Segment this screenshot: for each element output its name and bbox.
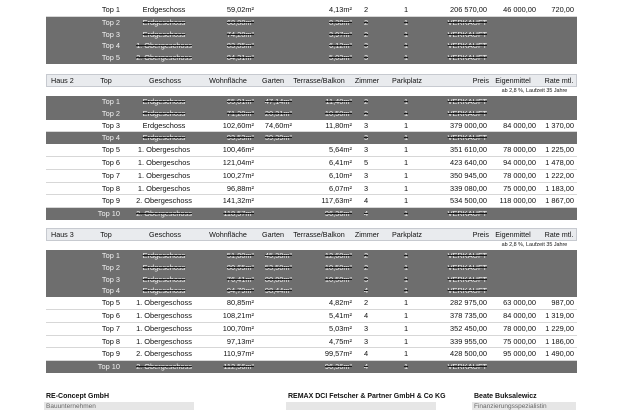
wohnflaeche-cell: 100,46m² — [222, 145, 254, 155]
available-unit-row — [46, 336, 577, 349]
zimmer-cell: 3 — [363, 133, 369, 143]
haus3-header-row — [46, 228, 577, 241]
preis-cell: 339 080,00 — [450, 183, 487, 193]
top-cell: Top 7 — [101, 323, 120, 333]
eigenmittel-cell: 63 000,00 — [503, 298, 536, 308]
header-eigenmittel: Eigenmittel — [495, 76, 531, 85]
top-cell: Top 5 — [101, 145, 120, 155]
header-terrasse: Terrasse/Balkon — [293, 230, 345, 239]
garten-cell: 45,38m² — [264, 251, 292, 260]
sold-unit-row — [46, 250, 577, 262]
rate-cell: 1 229,00 — [545, 323, 574, 333]
rate-cell: 1 370,00 — [545, 120, 574, 130]
rate-cell: 1 183,00 — [545, 183, 574, 193]
parkplatz-cell: 1 — [403, 310, 409, 320]
wohnflaeche-cell: 118,57m² — [223, 209, 254, 219]
wohnflaeche-cell: 74,28m² — [226, 29, 254, 39]
parkplatz-cell: 1 — [403, 323, 409, 333]
rate-cell: 1 478,00 — [545, 157, 574, 167]
parkplatz-cell: 1 — [403, 196, 409, 206]
garten-cell: 80,80m² — [264, 274, 292, 284]
terrasse-cell: 96,36m² — [324, 362, 352, 372]
parkplatz-cell: 1 — [403, 170, 409, 180]
available-unit-row — [46, 310, 577, 323]
geschoss-cell: Erdgeschoss — [142, 251, 186, 260]
top-cell: Top 7 — [101, 170, 120, 180]
parkplatz-cell: 1 — [403, 5, 409, 14]
geschoss-cell: 1. Obergeschoss — [136, 310, 192, 320]
eigenmittel-cell: 94 000,00 — [503, 157, 536, 167]
preis-cell: 423 640,00 — [450, 157, 487, 167]
available-unit-row — [46, 348, 577, 361]
terrasse-cell: 4,82m² — [328, 298, 352, 308]
sold-unit-row — [46, 132, 577, 144]
rate-cell: 1 867,00 — [545, 196, 574, 206]
zimmer-cell: 2 — [363, 97, 369, 106]
preis-cell: 206 570,00 — [450, 5, 487, 14]
rate-cell: 1 186,00 — [545, 336, 574, 346]
zimmer-cell: 2 — [363, 17, 369, 27]
zimmer-cell: 4 — [363, 362, 369, 372]
geschoss-cell: 1. Obergeschos — [137, 170, 191, 180]
zimmer-cell: 3 — [363, 41, 369, 51]
geschoss-cell: 1. Obergeschos — [137, 183, 191, 193]
footer-right-sub: Finanzierungsspezialistin — [474, 403, 547, 410]
sold-unit-row — [46, 96, 577, 108]
header-zimmer: Zimmer — [354, 230, 380, 239]
header-geschoss: Geschoss — [149, 230, 181, 239]
rate-cell: 1 319,00 — [545, 310, 574, 320]
header-terrasse: Terrasse/Balkon — [293, 76, 345, 85]
zimmer-cell: 3 — [363, 183, 369, 193]
terrasse-cell: 6,12m² — [328, 41, 352, 51]
eigenmittel-cell: 84 000,00 — [503, 120, 536, 130]
zimmer-cell: 3 — [363, 336, 369, 346]
wohnflaeche-cell: 93,53m² — [226, 133, 254, 143]
geschoss-cell: Erdgeschoss — [142, 5, 186, 14]
terrasse-cell: 3,97m² — [328, 29, 352, 39]
sold-unit-row — [46, 52, 577, 64]
geschoss-cell: Erdgeschoss — [142, 262, 186, 272]
geschoss-cell: 2. Obergeschoss — [136, 362, 192, 372]
preis-cell: VERKAUFT — [447, 17, 487, 27]
wohnflaeche-cell: 65,01m² — [226, 97, 254, 106]
rate-note-text: ab 2,8 %, Laufzeit 35 Jahre — [501, 88, 568, 94]
top-cell: Top 1 — [101, 5, 120, 14]
terrasse-cell: 10,50m² — [324, 108, 352, 118]
eigenmittel-cell: 78 000,00 — [503, 145, 536, 155]
footer-mid-title: REMAX DCI Fetscher & Partner GmbH & Co KG — [288, 393, 446, 400]
terrasse-cell: 4,75m² — [328, 336, 352, 346]
preis-cell: VERKAUFT — [447, 251, 487, 260]
preis-cell: VERKAUFT — [447, 29, 487, 39]
terrasse-cell: 5,03m² — [328, 53, 352, 63]
wohnflaeche-cell: 51,80m² — [226, 251, 254, 260]
top-cell: Top 2 — [101, 108, 120, 118]
terrasse-cell: 96,36m² — [324, 209, 352, 219]
zimmer-cell: 4 — [363, 349, 369, 359]
preis-cell: VERKAUFT — [447, 133, 487, 143]
zimmer-cell: 3 — [363, 120, 369, 130]
preis-cell: VERKAUFT — [447, 274, 487, 284]
geschoss-cell: Erdgeschoss — [142, 29, 186, 39]
top-cell: Top 6 — [101, 310, 120, 320]
preis-cell: VERKAUFT — [447, 362, 487, 372]
available-unit-row — [46, 144, 577, 157]
geschoss-cell: Erdgeschoss — [142, 286, 186, 296]
eigenmittel-cell: 95 000,00 — [503, 349, 536, 359]
parkplatz-cell: 1 — [403, 336, 409, 346]
zimmer-cell: 4 — [363, 310, 369, 320]
garten-cell: 47,14m² — [264, 97, 292, 106]
wohnflaeche-cell: 110,97m² — [223, 349, 254, 359]
header-rate: Rate mtl. — [544, 76, 574, 85]
zimmer-cell: 5 — [363, 157, 369, 167]
rate-cell: 1 225,00 — [545, 145, 574, 155]
wohnflaeche-cell: 76,41m² — [226, 274, 254, 284]
geschoss-cell: Erdgeschoss — [142, 274, 186, 284]
terrasse-cell: 5,03m² — [328, 323, 352, 333]
sold-unit-row — [46, 274, 577, 286]
preis-cell: 428 500,00 — [450, 349, 487, 359]
haus2-rate-note — [46, 87, 577, 96]
rate-cell: 720,00 — [551, 5, 574, 14]
top-cell: Top 6 — [101, 157, 120, 167]
wohnflaeche-cell: 80,85m² — [226, 298, 254, 308]
rate-cell: 1 222,00 — [545, 170, 574, 180]
haus3-rate-note — [46, 241, 577, 250]
sold-unit-row — [46, 361, 577, 373]
top-cell: Top 9 — [101, 349, 120, 359]
available-unit-row — [46, 297, 577, 310]
header-wohnflaeche: Wohnfläche — [209, 230, 247, 239]
haus1-table — [46, 4, 577, 64]
top-cell: Top 3 — [101, 274, 120, 284]
parkplatz-cell: 1 — [403, 97, 409, 106]
preis-cell: 351 610,00 — [450, 145, 487, 155]
rate-note-text: ab 2,8 %, Laufzeit 35 Jahre — [501, 242, 568, 248]
header-parkplatz: Parkplatz — [392, 76, 422, 85]
zimmer-cell: 4 — [363, 196, 369, 206]
available-unit-row — [46, 120, 577, 133]
header-rate: Rate mtl. — [544, 230, 574, 239]
zimmer-cell: 3 — [363, 145, 369, 155]
preis-cell: VERKAUFT — [447, 108, 487, 118]
terrasse-cell: 11,40m² — [325, 97, 352, 106]
header-garten: Garten — [262, 230, 284, 239]
top-cell: Top 5 — [101, 53, 120, 63]
top-cell: Top 8 — [101, 336, 120, 346]
zimmer-cell: 3 — [363, 53, 369, 63]
terrasse-cell: 4,13m² — [328, 5, 352, 14]
top-cell: Top 4 — [101, 286, 120, 296]
parkplatz-cell: 1 — [403, 286, 409, 296]
preis-cell: 378 735,00 — [450, 310, 487, 320]
footer-left-sub: Bauunternehmen — [46, 403, 96, 410]
geschoss-cell: 1. Obergeschoss — [136, 41, 192, 51]
footer — [0, 393, 620, 410]
preis-cell: 352 450,00 — [450, 323, 487, 333]
wohnflaeche-cell: 96,88m² — [226, 183, 254, 193]
parkplatz-cell: 1 — [403, 41, 409, 51]
wohnflaeche-cell: 94,79m² — [226, 286, 254, 296]
eigenmittel-cell: 75 000,00 — [503, 183, 536, 193]
wohnflaeche-cell: 83,85m² — [226, 41, 254, 51]
wohnflaeche-cell: 59,02m² — [226, 5, 254, 14]
zimmer-cell: 3 — [363, 274, 369, 284]
geschoss-cell: 1. Obergeschoss — [136, 336, 192, 346]
eigenmittel-cell: 46 000,00 — [503, 5, 536, 14]
top-cell: Top 1 — [101, 97, 120, 106]
available-unit-row — [46, 4, 577, 17]
sold-unit-row — [46, 108, 577, 120]
parkplatz-cell: 1 — [403, 262, 409, 272]
header-preis: Preis — [472, 230, 489, 239]
wohnflaeche-cell: 97,13m² — [226, 336, 254, 346]
haus2-table — [46, 74, 577, 220]
geschoss-cell: 1. Obergeschos — [137, 157, 191, 167]
sold-unit-row — [46, 40, 577, 52]
parkplatz-cell: 1 — [403, 183, 409, 193]
footer-left-title: RE-Concept GmbH — [46, 393, 109, 400]
header-wohnflaeche: Wohnfläche — [209, 76, 247, 85]
wohnflaeche-cell: 80,65m² — [226, 262, 254, 272]
top-cell: Top 2 — [101, 17, 120, 27]
zimmer-cell: 3 — [363, 323, 369, 333]
sold-unit-row — [46, 17, 577, 29]
geschoss-cell: Erdgeschoss — [142, 120, 186, 130]
available-unit-row — [46, 157, 577, 170]
top-cell: Top 10 — [97, 362, 120, 372]
sold-unit-row — [46, 262, 577, 274]
preis-cell: VERKAUFT — [447, 286, 487, 296]
top-cell: Top 1 — [101, 251, 120, 260]
sold-unit-row — [46, 208, 577, 220]
geschoss-cell: 1. Obergeschoss — [136, 323, 192, 333]
footer-right-title: Beate Buksalewicz — [474, 393, 537, 400]
header-parkplatz: Parkplatz — [392, 230, 422, 239]
available-unit-row — [46, 183, 577, 196]
garten-cell: 20,31m² — [264, 108, 292, 118]
wohnflaeche-cell: 100,27m² — [222, 170, 254, 180]
parkplatz-cell: 1 — [403, 145, 409, 155]
header-geschoss: Geschoss — [149, 76, 181, 85]
header-garten: Garten — [262, 76, 284, 85]
haus3-table — [46, 228, 577, 373]
zimmer-cell: 2 — [363, 5, 369, 14]
top-cell: Top 3 — [101, 120, 120, 130]
geschoss-cell: 2. Obergeschoss — [136, 53, 192, 63]
available-unit-row — [46, 195, 577, 208]
parkplatz-cell: 1 — [403, 120, 409, 130]
sold-unit-row — [46, 29, 577, 41]
parkplatz-cell: 1 — [403, 349, 409, 359]
terrasse-cell: 6,41m² — [328, 157, 352, 167]
terrasse-cell: 8,38m² — [328, 17, 352, 27]
parkplatz-cell: 1 — [403, 17, 409, 27]
garten-cell: 39,39m² — [264, 133, 292, 143]
geschoss-cell: 1. Obergeschoss — [136, 298, 192, 308]
top-cell: Top 3 — [101, 29, 120, 39]
parkplatz-cell: 1 — [403, 274, 409, 284]
wohnflaeche-cell: 112,56m² — [223, 362, 254, 372]
terrasse-cell: 12,60m² — [324, 251, 352, 260]
available-unit-row — [46, 170, 577, 183]
garten-cell: 53,50m² — [264, 262, 292, 272]
header-top: Top — [100, 230, 112, 239]
header-preis: Preis — [472, 76, 489, 85]
wohnflaeche-cell: 84,31m² — [226, 53, 254, 63]
header-top: Top — [100, 76, 112, 85]
haus2-label: Haus 2 — [51, 76, 74, 85]
sold-unit-row — [46, 285, 577, 297]
parkplatz-cell: 1 — [403, 53, 409, 63]
zimmer-cell: 4 — [363, 209, 369, 219]
wohnflaeche-cell: 121,04m² — [222, 157, 254, 167]
geschoss-cell: Erdgeschoss — [142, 97, 186, 106]
parkplatz-cell: 1 — [403, 362, 409, 372]
header-eigenmittel: Eigenmittel — [495, 230, 531, 239]
preis-cell: 379 000,00 — [450, 120, 487, 130]
geschoss-cell: Erdgeschoss — [142, 17, 186, 27]
zimmer-cell: 2 — [363, 251, 369, 260]
haus2-header-row — [46, 74, 577, 87]
zimmer-cell: 2 — [363, 298, 369, 308]
zimmer-cell: 2 — [363, 29, 369, 39]
parkplatz-cell: 1 — [403, 133, 409, 143]
available-unit-row — [46, 323, 577, 336]
terrasse-cell: 6,10m² — [328, 170, 352, 180]
top-cell: Top 9 — [101, 196, 120, 206]
top-cell: Top 4 — [101, 41, 120, 51]
zimmer-cell: 2 — [363, 262, 369, 272]
garten-cell: 98,44m² — [264, 286, 292, 296]
preis-cell: 282 975,00 — [450, 298, 487, 308]
preis-cell: VERKAUFT — [447, 53, 487, 63]
zimmer-cell: 3 — [363, 170, 369, 180]
header-zimmer: Zimmer — [354, 76, 380, 85]
terrasse-cell: 6,07m² — [328, 183, 352, 193]
eigenmittel-cell: 75 000,00 — [503, 336, 536, 346]
top-cell: Top 5 — [101, 298, 120, 308]
geschoss-cell: 2. Obergeschoss — [136, 349, 192, 359]
parkplatz-cell: 1 — [403, 29, 409, 39]
footer-mid-box — [286, 402, 436, 410]
eigenmittel-cell: 84 000,00 — [503, 310, 536, 320]
preis-cell: 339 955,00 — [450, 336, 487, 346]
parkplatz-cell: 1 — [403, 298, 409, 308]
terrasse-cell: 11,80m² — [325, 120, 352, 130]
preis-cell: VERKAUFT — [447, 41, 487, 51]
parkplatz-cell: 1 — [403, 108, 409, 118]
garten-cell: 74,60m² — [264, 120, 292, 130]
wohnflaeche-cell: 141,32m² — [222, 196, 254, 206]
parkplatz-cell: 1 — [403, 209, 409, 219]
terrasse-cell: 5,64m² — [328, 145, 352, 155]
top-cell: Top 4 — [101, 133, 120, 143]
wohnflaeche-cell: 100,70m² — [222, 323, 254, 333]
parkplatz-cell: 1 — [403, 251, 409, 260]
geschoss-cell: 2. Obergeschoss — [136, 196, 192, 206]
wohnflaeche-cell: 68,88m² — [226, 17, 254, 27]
wohnflaeche-cell: 71,20m² — [226, 108, 254, 118]
preis-cell: VERKAUFT — [447, 209, 487, 219]
preis-cell: VERKAUFT — [447, 97, 487, 106]
haus3-label: Haus 3 — [51, 230, 74, 239]
eigenmittel-cell: 78 000,00 — [503, 323, 536, 333]
rate-cell: 987,00 — [551, 298, 574, 308]
eigenmittel-cell: 118 000,00 — [499, 196, 536, 206]
preis-cell: 350 945,00 — [450, 170, 487, 180]
geschoss-cell: Erdgeschoss — [142, 133, 186, 143]
top-cell: Top 10 — [97, 209, 120, 219]
top-cell: Top 8 — [101, 183, 120, 193]
wohnflaeche-cell: 102,60m² — [222, 120, 254, 130]
terrasse-cell: 117,63m² — [321, 196, 352, 206]
preis-cell: 534 500,00 — [450, 196, 487, 206]
eigenmittel-cell: 78 000,00 — [503, 170, 536, 180]
wohnflaeche-cell: 108,21m² — [222, 310, 254, 320]
geschoss-cell: 1. Obergeschos — [137, 145, 191, 155]
terrasse-cell: 10,50m² — [324, 262, 352, 272]
geschoss-cell: Erdgeschoss — [142, 108, 186, 118]
terrasse-cell: 5,41m² — [328, 310, 352, 320]
terrasse-cell: 10,50m² — [324, 274, 352, 284]
rate-cell: 1 490,00 — [545, 349, 574, 359]
geschoss-cell: 2. Obergeschoss — [136, 209, 192, 219]
top-cell: Top 2 — [101, 262, 120, 272]
preis-cell: VERKAUFT — [447, 262, 487, 272]
terrasse-cell: 99,57m² — [324, 349, 352, 359]
zimmer-cell: 4 — [363, 286, 369, 296]
zimmer-cell: 2 — [363, 108, 369, 118]
parkplatz-cell: 1 — [403, 157, 409, 167]
